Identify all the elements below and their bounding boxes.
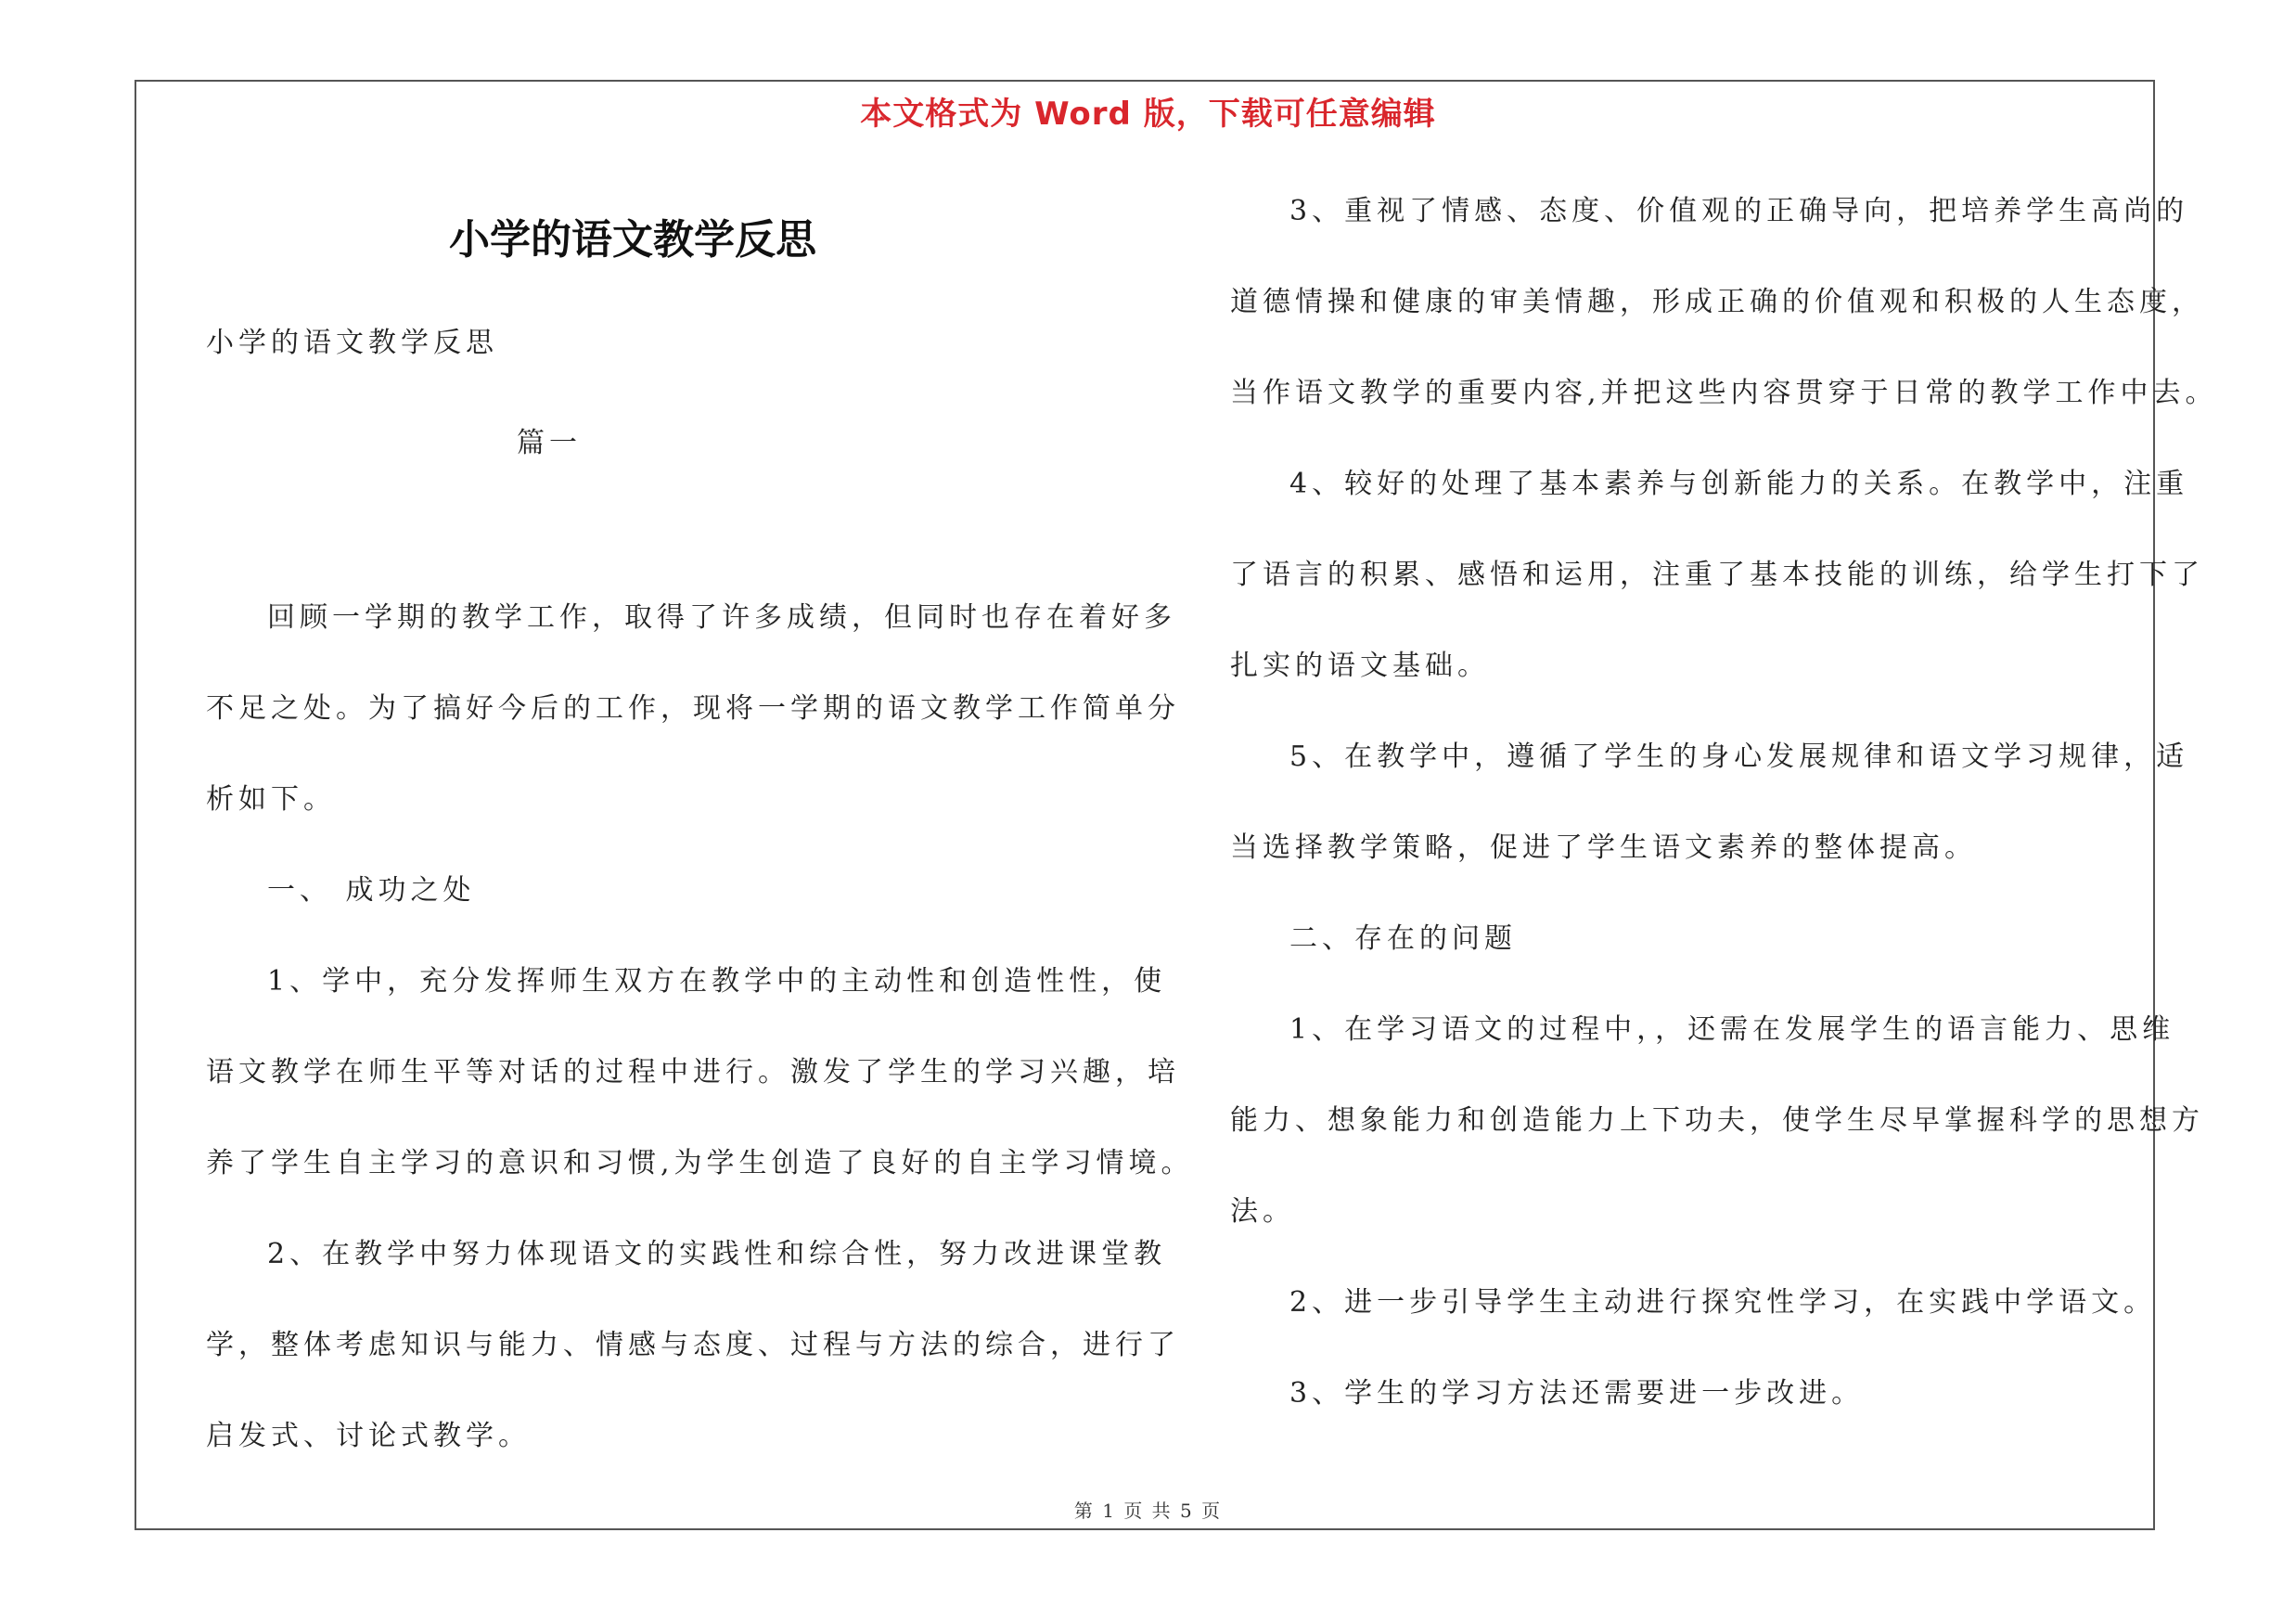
paragraph-line: 5、在教学中，遵循了学生的身心发展规律和语文学习规律，适 xyxy=(1289,741,2189,773)
paragraph-line: 当作语文教学的重要内容,并把这些内容贯穿于日常的教学工作中去。 xyxy=(1230,377,2218,409)
paragraph-line: 2、进一步引导学生主动进行探究性学习，在实践中学语文。 xyxy=(1289,1286,2157,1319)
section-heading: 一、 成功之处 xyxy=(267,874,476,907)
paragraph-line: 4、较好的处理了基本素养与创新能力的关系。在教学中，注重 xyxy=(1289,468,2189,500)
paragraph-line: 语文教学在师生平等对话的过程中进行。激发了学生的学习兴趣，培 xyxy=(206,1056,1180,1088)
paragraph-line: 学，整体考虑知识与能力、情感与态度、过程与方法的综合，进行了 xyxy=(206,1329,1180,1361)
section-label: 篇一 xyxy=(517,427,582,459)
paragraph-line: 3、重视了情感、态度、价值观的正确导向，把培养学生高尚的 xyxy=(1289,195,2189,227)
paragraph-line: 回顾一学期的教学工作，取得了许多成绩，但同时也存在着好多 xyxy=(267,601,1176,634)
paragraph-line: 启发式、讨论式教学。 xyxy=(206,1420,531,1452)
paragraph-line: 不足之处。为了搞好今后的工作，现将一学期的语文教学工作简单分 xyxy=(206,692,1180,725)
paragraph-line: 3、学生的学习方法还需要进一步改进。 xyxy=(1289,1377,1865,1410)
paragraph-line: 道德情操和健康的审美情趣，形成正确的价值观和积极的人生态度， xyxy=(1230,286,2204,318)
paragraph-line: 能力、想象能力和创造能力上下功夫，使学生尽早掌握科学的思想方 xyxy=(1230,1104,2204,1137)
paragraph-line: 当选择教学策略，促进了学生语文素养的整体提高。 xyxy=(1230,831,1977,864)
paragraph-line: 1、在学习语文的过程中，，还需在发展学生的语言能力、思维 xyxy=(1289,1013,2175,1046)
paragraph-line: 法。 xyxy=(1230,1195,1295,1228)
paragraph-line: 2、在教学中努力体现语文的实践性和综合性，努力改进课堂教 xyxy=(267,1238,1167,1270)
paragraph-line: 了语言的积累、感悟和运用，注重了基本技能的训练，给学生打下了 xyxy=(1230,559,2204,591)
paragraph-line: 析如下。 xyxy=(206,783,336,816)
paragraph-line: 养了学生自主学习的意识和习惯,为学生创造了良好的自主学习情境。 xyxy=(206,1147,1194,1179)
paragraph-line: 扎实的语文基础。 xyxy=(1230,650,1490,682)
section-heading: 二、存在的问题 xyxy=(1289,922,1517,955)
document-subtitle: 小学的语文教学反思 xyxy=(206,327,498,359)
page-footer: 第 1 页 共 5 页 xyxy=(1073,1500,1223,1522)
paragraph-line: 1、学中，充分发挥师生双方在教学中的主动性和创造性性，使 xyxy=(267,965,1167,998)
format-banner: 本文格式为 Word 版，下载可任意编辑 xyxy=(860,96,1436,133)
document-title: 小学的语文教学反思 xyxy=(449,216,816,264)
